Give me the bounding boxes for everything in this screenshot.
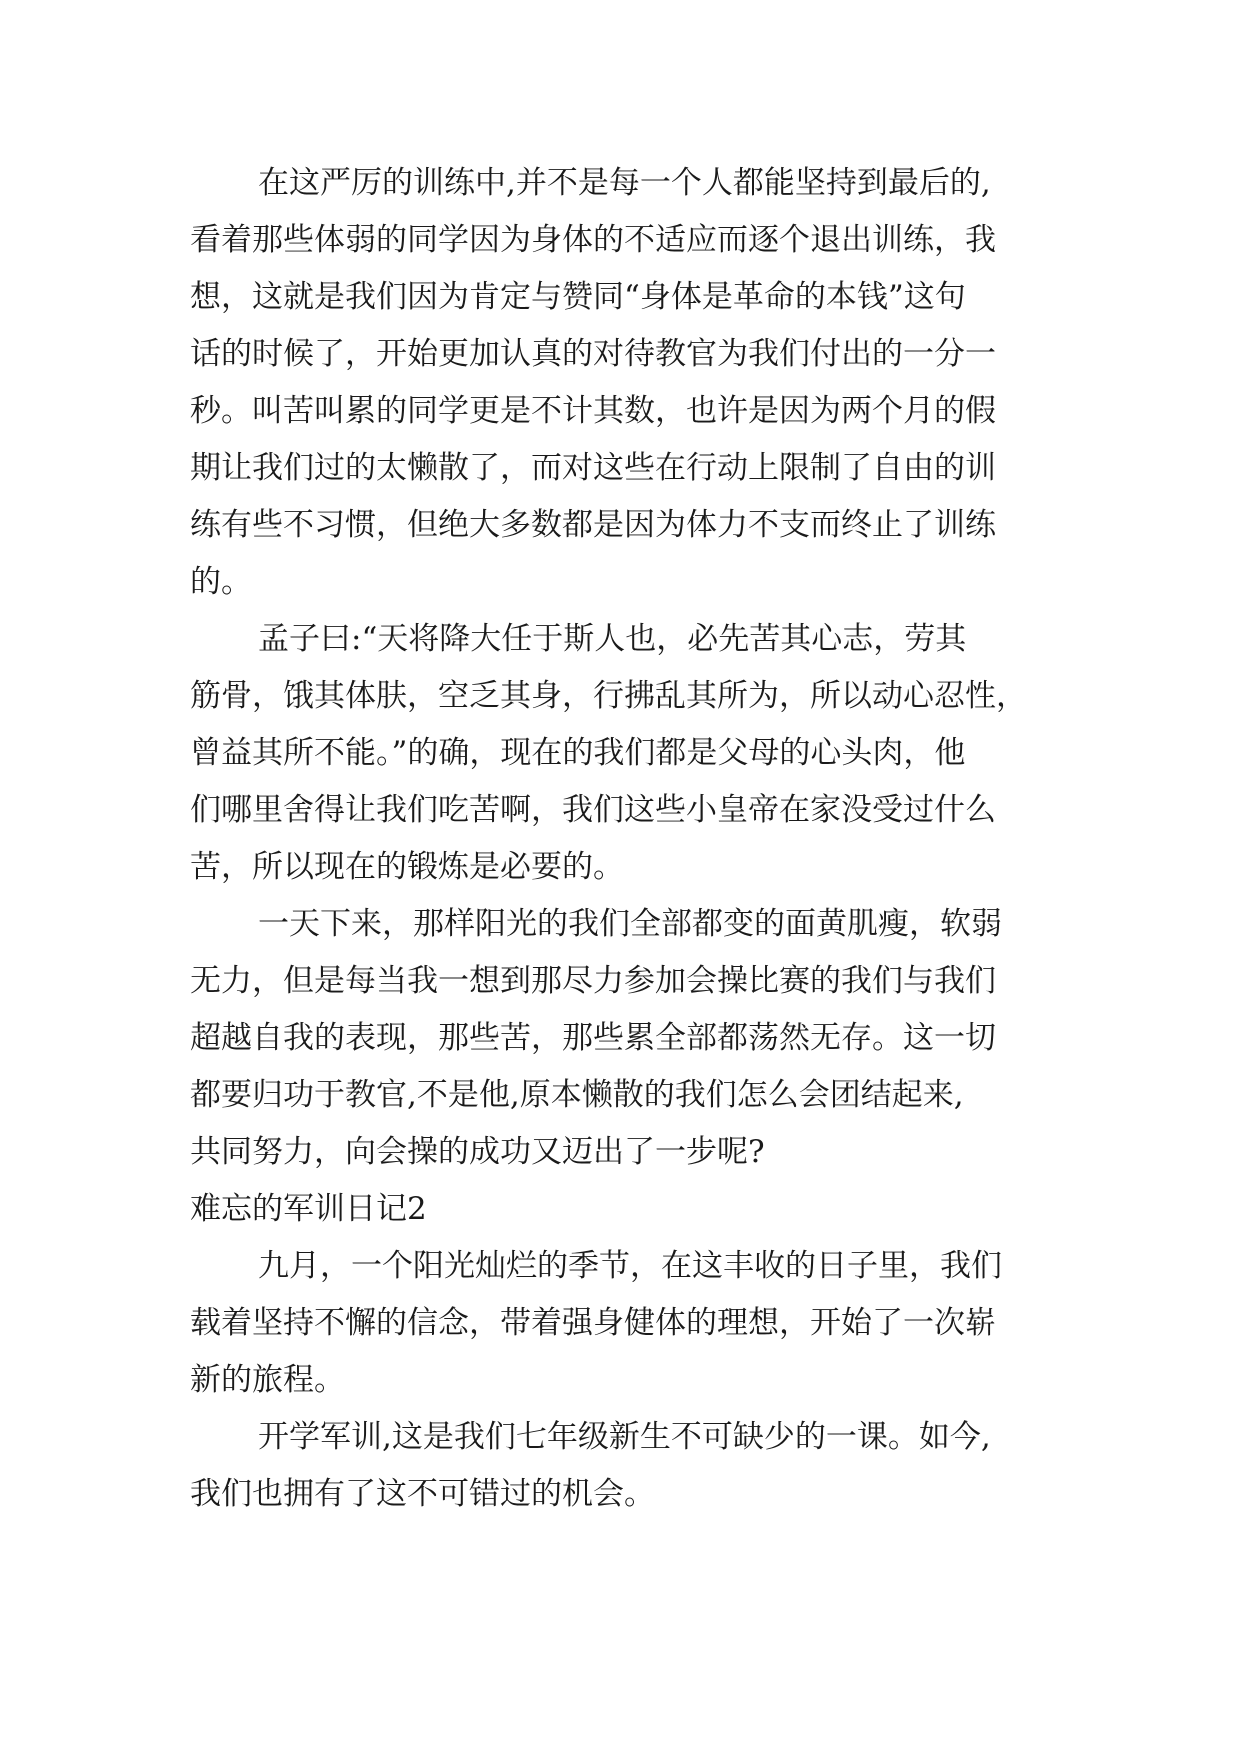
text-line: 秒。叫苦叫累的同学更是不计其数，也许是因为两个月的假 (190, 393, 996, 429)
text-line: 九月，一个阳光灿烂的季节，在这丰收的日子里，我们 (258, 1248, 1002, 1284)
text-line: 期让我们过的太懒散了，而对这些在行动上限制了自由的训 (190, 450, 996, 486)
text-line: 都要归功于教官,不是他,原本懒散的我们怎么会团结起来, (190, 1077, 964, 1113)
text-line: 孟子曰:“天将降大任于斯人也，必先苦其心志，劳其 (258, 621, 967, 657)
document-body (190, 155, 1090, 1523)
text-line: 苦，所以现在的锻炼是必要的。 (190, 849, 624, 885)
text-line: 们哪里舍得让我们吃苦啊，我们这些小皇帝在家没受过什么 (190, 792, 996, 828)
text-line: 话的时候了，开始更加认真的对待教官为我们付出的一分一 (190, 336, 996, 372)
text-line: 载着坚持不懈的信念，带着强身健体的理想，开始了一次崭 (190, 1305, 996, 1341)
text-line: 共同努力，向会操的成功又迈出了一步呢? (190, 1134, 765, 1170)
section-heading: 难忘的军训日记2 (190, 1191, 427, 1227)
text-line: 开学军训,这是我们七年级新生不可缺少的一课。如今, (258, 1419, 991, 1455)
text-line: 无力，但是每当我一想到那尽力参加会操比赛的我们与我们 (190, 963, 996, 999)
text-line: 想，这就是我们因为肯定与赞同“身体是革命的本钱”这句 (190, 279, 966, 315)
text-line: 曾益其所不能。”的确，现在的我们都是父母的心头肉，他 (190, 735, 966, 771)
text-line: 超越自我的表现，那些苦，那些累全部都荡然无存。这一切 (190, 1020, 996, 1056)
text-line: 练有些不习惯，但绝大多数都是因为体力不支而终止了训练 (190, 507, 996, 543)
text-line: 我们也拥有了这不可错过的机会。 (190, 1476, 655, 1512)
text-line: 一天下来，那样阳光的我们全部都变的面黄肌瘦，软弱 (258, 906, 1002, 942)
text-line: 筋骨，饿其体肤，空乏其身，行拂乱其所为，所以动心忍性， (190, 678, 1027, 714)
text-line: 在这严厉的训练中,并不是每一个人都能坚持到最后的, (258, 165, 991, 201)
text-line: 新的旅程。 (190, 1362, 345, 1398)
text-line: 看着那些体弱的同学因为身体的不适应而逐个退出训练，我 (190, 222, 996, 258)
text-line: 的。 (190, 564, 252, 600)
